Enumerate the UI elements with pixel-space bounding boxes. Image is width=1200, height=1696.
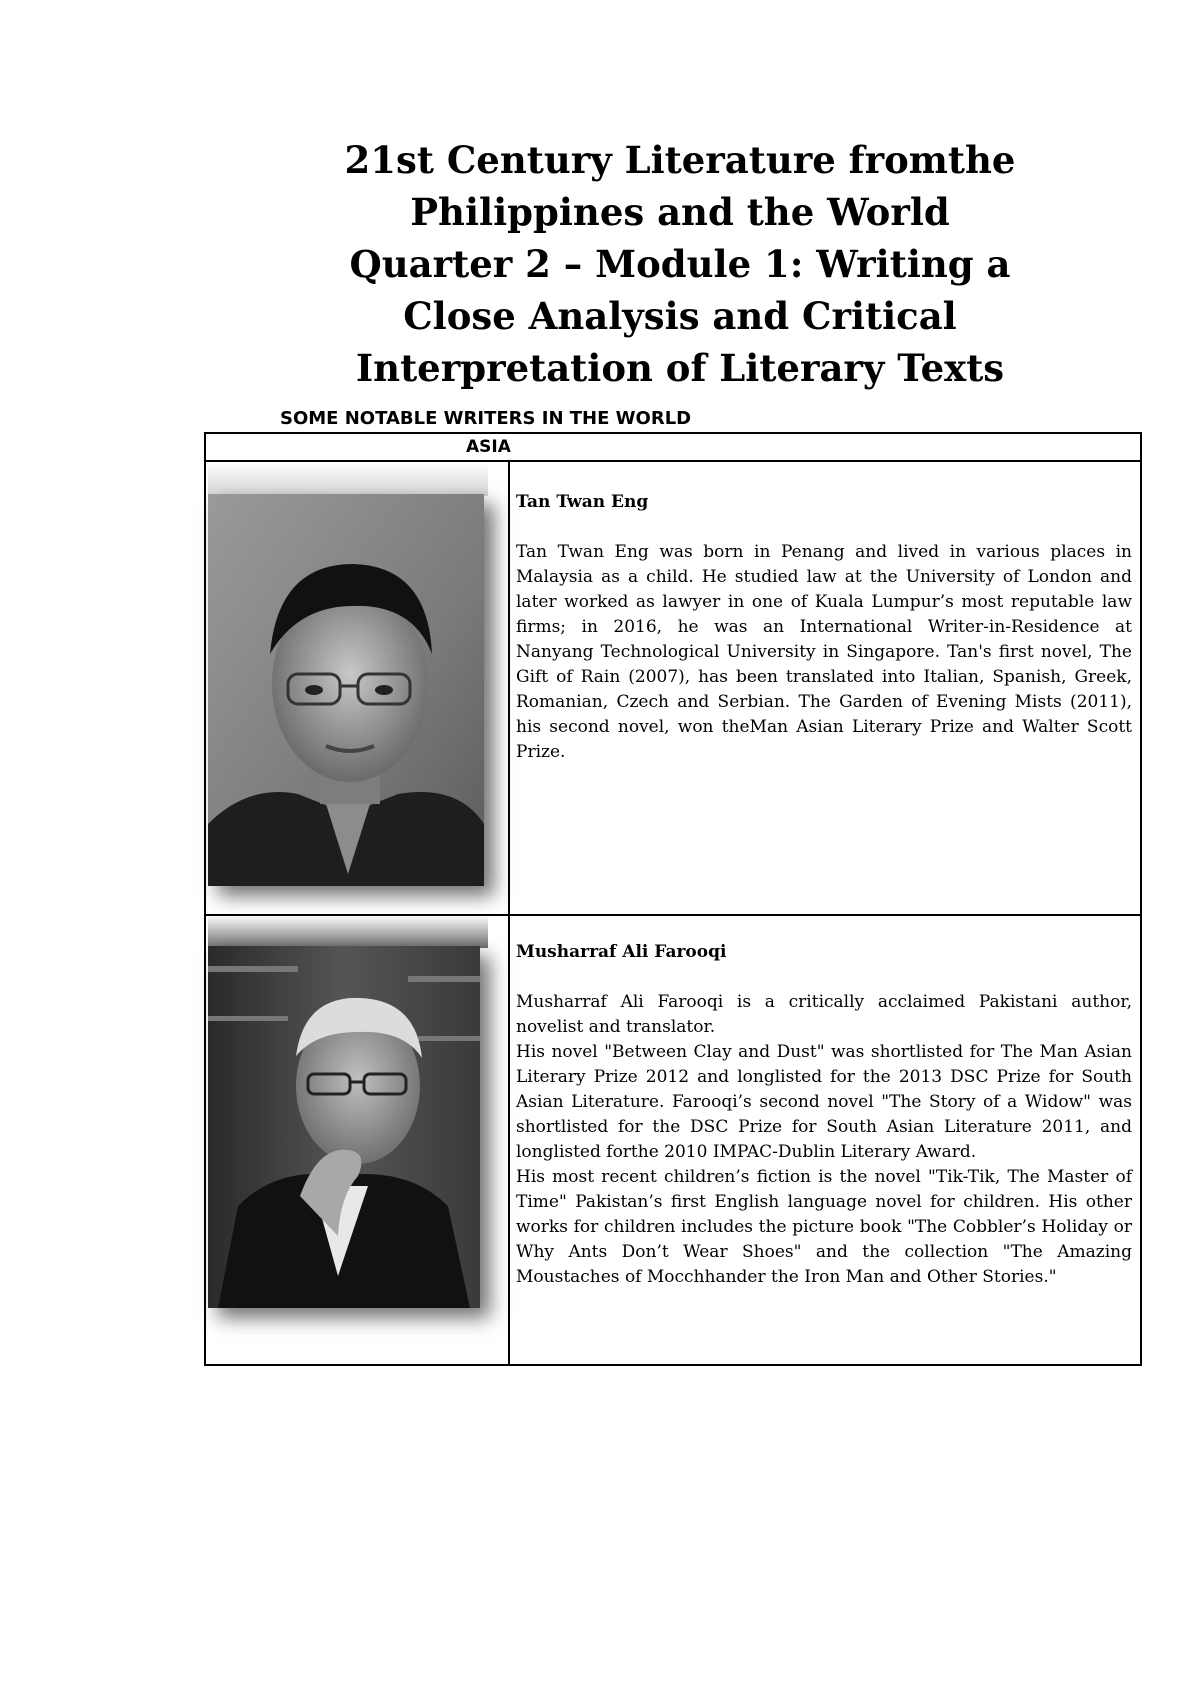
title-line: Philippines and the World	[410, 190, 950, 234]
table-header	[206, 434, 1140, 462]
author-name: Tan Twan Eng	[516, 492, 649, 512]
author-bio: His most recent children’s fiction is the novel "Tik-Tik, The Master of Time" Pakistan’s first English language novel for children. His other works for children includes the picture book "The Cobbler’s Holiday or Why Ants Don’t Wear Shoes" and the collection "The Amazing Moustaches of Mocchhander the Iron Man and Other Stories."	[516, 1167, 1132, 1287]
author-photo-tan-twan-eng	[208, 494, 484, 886]
photo-shadow	[208, 916, 488, 948]
title-line: 21st Century Literature fromthe	[344, 138, 1016, 182]
title-line: Interpretation of Literary Texts	[355, 346, 1005, 390]
module-title	[300, 134, 1060, 394]
author-bio: Musharraf Ali Farooqi is a critically acclaimed Pakistani author, novelist and translator.	[516, 992, 1132, 1037]
author-photo-musharraf-ali-farooqi	[208, 946, 480, 1308]
writer-cell	[516, 940, 1132, 1290]
title-line: Quarter 2 – Module 1: Writing a	[349, 242, 1011, 286]
section-heading: SOME NOTABLE WRITERS IN THE WORLD	[280, 408, 692, 429]
title-line: Close Analysis and Critical	[403, 294, 957, 338]
photo-shadow	[208, 462, 488, 496]
writers-table	[204, 432, 1142, 1366]
author-bio: His novel "Between Clay and Dust" was shortlisted for The Man Asian Literary Prize 2012 and longlisted for the 2013 DSC Prize for South Asian Literature. Farooqi’s second novel "The Story of a Widow" was shortlisted for the DSC Prize for South Asian Literature 2011, and longlisted forthe 2010 IMPAC-Dublin Literary Award.	[516, 1042, 1132, 1162]
column-divider	[508, 462, 510, 1364]
author-bio: Tan Twan Eng was born in Penang and lived in various places in Malaysia as a child. He studied law at the University of London and later worked as lawyer in one of Kuala Lumpur’s most reputable law firms; in 2016, he was an International Writer-in-Residence at Nanyang Technological University in Singapore. Tan's first novel, The Gift of Rain (2007), has been translated into Italian, Spanish, Greek, Romanian, Czech and Serbian. The Garden of Evening Mists (2011), his second novel, won theMan Asian Literary Prize and Walter Scott Prize.	[516, 542, 1132, 762]
writer-cell	[516, 490, 1132, 765]
author-name: Musharraf Ali Farooqi	[516, 942, 727, 962]
region-label: ASIA	[466, 437, 511, 457]
